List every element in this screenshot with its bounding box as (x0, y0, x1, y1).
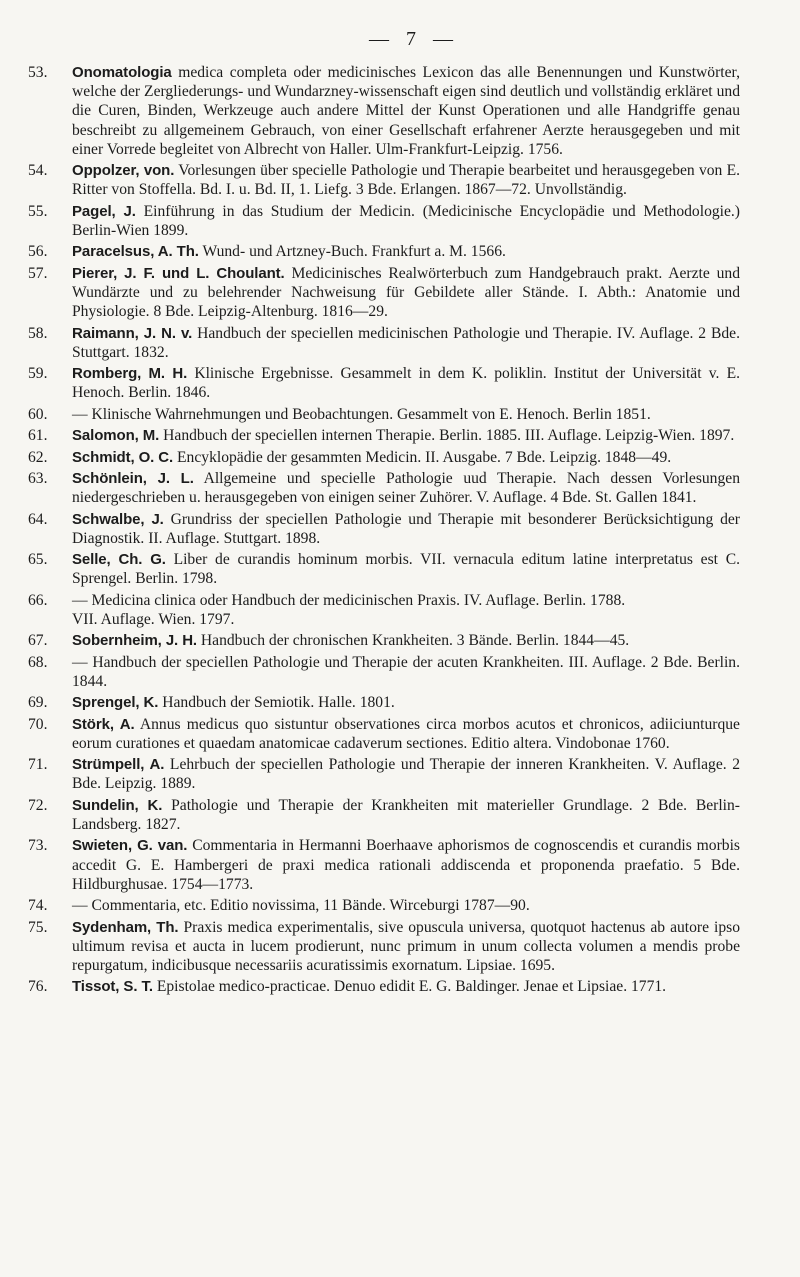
bibliography-entry (28, 977, 740, 996)
page-number: — 7 — (369, 28, 459, 50)
bibliography-entry (28, 510, 740, 548)
entry-number: 69. (28, 694, 48, 712)
entry-author: Schwalbe, J. (72, 510, 164, 528)
entry-number: 55. (28, 202, 48, 220)
entry-extra-edition: VII. Auflage. Wien. 1797. (72, 610, 235, 628)
entry-text: Epistolae medico-practicae. Denuo edidit E. G. Baldinger. Jenae et Lipsiae. 1771. (156, 978, 667, 996)
entry-body (72, 591, 740, 629)
entry-number: 68. (28, 653, 48, 671)
entry-text: medica completa oder medicinisches Lexicon das alle Benennungen und Kunstwörter, welche der Zergliederungs- und Wundarzney-wissenschaft eigen sind deutlich und vollständig erkläret und die Curen, Binden, Werkzeuge auch andere Mittel der Kunst Operationen und alle Handgriffe genau beschreibt zu allgemeinem Gebrauch, von einer Gesellschaft erfahrener Aerzte herausgegeben und mit einer Vorrede begleitet von Albrecht von Haller. Ulm-Frankfurt-Leipzig. 1756. (72, 64, 740, 158)
entry-body (72, 63, 740, 159)
bibliography-entry (28, 550, 740, 588)
entry-body (72, 836, 740, 894)
entry-body (72, 405, 740, 424)
entry-number: 76. (28, 978, 48, 996)
bibliography-entry (28, 242, 740, 261)
entry-number: 65. (28, 551, 48, 569)
entry-number: 70. (28, 715, 48, 733)
entry-text: Einführung in das Studium der Medicin. (Medicinische Encyclopädie und Methodologie.) Berlin-Wien 1899. (72, 202, 741, 239)
entry-number: 62. (28, 448, 48, 466)
entry-text: — Medicina clinica oder Handbuch der medicinischen Praxis. IV. Auflage. Berlin. 1788. (72, 591, 626, 609)
entry-text: — Klinische Wahrnehmungen und Beobachtungen. Gesammelt von E. Henoch. Berlin 1851. (72, 405, 651, 423)
bibliography-entry (28, 161, 740, 199)
entry-text: Handbuch der chronischen Krankheiten. 3 Bände. Berlin. 1844—45. (200, 632, 630, 650)
entry-number: 59. (28, 365, 48, 383)
bibliography-entry (28, 264, 740, 322)
entry-body (72, 715, 740, 753)
entry-body (72, 977, 740, 996)
entry-number: 71. (28, 756, 48, 774)
entry-body (72, 448, 740, 467)
entry-text: Allgemeine und specielle Pathologie uud Therapie. Nach dessen Vorlesungen niedergeschrieben u. herausgegeben von einigen seiner Zuhörer. V. Auflage. 4 Bde. St. Gallen 1841. (72, 469, 740, 507)
entry-author: Salomon, M. (72, 427, 160, 445)
entry-text: — Commentaria, etc. Editio novissima, 11 Bände. Wirceburgi 1787—90. (72, 897, 530, 915)
entry-author: Störk, A. (72, 715, 135, 733)
entry-number: 64. (28, 510, 48, 528)
entry-number: 72. (28, 796, 48, 814)
entry-author: Schönlein, J. L. (72, 469, 194, 487)
entry-author: Schmidt, O. C. (72, 448, 174, 466)
entry-body (72, 550, 740, 588)
entry-author: Swieten, G. van. (72, 837, 188, 855)
entry-number: 58. (28, 324, 48, 342)
entry-text: Handbuch der Semiotik. Halle. 1801. (162, 694, 395, 712)
entry-body (72, 324, 740, 362)
entry-number: 60. (28, 405, 48, 423)
entry-author: Raimann, J. N. v. (72, 324, 193, 342)
entry-author: Strümpell, A. (72, 756, 165, 774)
entry-author: Onomatologia (72, 64, 172, 81)
entry-author: Romberg, M. H. (72, 365, 188, 383)
bibliography-entry (28, 796, 740, 834)
entry-text: Wund- und Artzney-Buch. Frankfurt a. M. 1566. (202, 243, 506, 261)
entry-text: Grundriss der speciellen Pathologie und Therapie mit besonderer Berücksichtigung der Diagnostik. II. Auflage. Stuttgart. 1898. (72, 510, 741, 547)
entry-text: Encyklopädie der gesammten Medicin. II. Ausgabe. 7 Bde. Leipzig. 1848—49. (177, 448, 672, 466)
entry-body (72, 242, 740, 261)
bibliography-entry (28, 448, 740, 467)
entry-author: Tissot, S. T. (72, 978, 153, 996)
entry-author: Paracelsus, A. Th. (72, 243, 199, 261)
entry-body (72, 796, 740, 834)
entry-number: 61. (28, 427, 48, 445)
entry-body (72, 426, 740, 445)
entry-text: Vorlesungen über specielle Pathologie und Therapie bearbeitet und herausgegeben von E. Ritter von Stoffella. Bd. I. u. Bd. II, 1. Liefg. 3 Bde. Erlangen. 1867—72. Unvollständig. (72, 162, 740, 199)
entry-number: 57. (28, 264, 48, 282)
bibliography-entry (28, 755, 740, 793)
entry-number: 73. (28, 837, 48, 855)
entry-author: Pierer, J. F. und L. Choulant. (72, 264, 285, 282)
entry-body (72, 755, 740, 793)
entry-text: Liber de curandis hominum morbis. VII. vernacula editum latine interpretatus est C. Sprengel. Berlin. 1798. (72, 551, 740, 588)
entry-text: Pathologie und Therapie der Krankheiten mit materieller Grundlage. 2 Bde. Berlin-Landsberg. 1827. (72, 796, 740, 834)
bibliography-entry (28, 202, 740, 240)
bibliography-entry (28, 693, 740, 712)
entry-text: Commentaria in Hermanni Boerhaave aphorismos de cognoscendis et curandis morbis accedit G. E. Hambergeri de praxi medica rationali addiscenda et proponenda praefatio. 5 Bde. Hildburghusae. 1754—1773. (72, 837, 740, 893)
entry-author: Sydenham, Th. (72, 918, 179, 936)
entry-author: Sobernheim, J. H. (72, 632, 197, 650)
entry-text: Medicinisches Realwörterbuch zum Handgebrauch prakt. Aerzte und Wundärzte und zu belehrender Nachweisung für Gebildete aller Stände. I. Abth.: Anatomie und Physiologie. 8 Bde. Leipzig-Altenburg. 1816—29. (72, 264, 740, 321)
bibliography-entry (28, 426, 740, 445)
entry-body (72, 693, 740, 712)
entry-number: 75. (28, 918, 48, 936)
entry-author: Sprengel, K. (72, 694, 159, 712)
entry-number: 74. (28, 897, 48, 915)
entry-number: 54. (28, 162, 48, 180)
bibliography-entry (28, 918, 740, 976)
entry-body (72, 469, 740, 507)
entry-body (72, 631, 740, 650)
entry-text: Handbuch der speciellen internen Therapie. Berlin. 1885. III. Auflage. Leipzig-Wien. 1897. (163, 427, 735, 445)
entry-author: Selle, Ch. G. (72, 551, 166, 569)
bibliography-entry (28, 653, 740, 691)
bibliography-entry (28, 591, 740, 629)
entry-body (72, 510, 740, 548)
entry-number: 67. (28, 632, 48, 650)
bibliography-entry (28, 715, 740, 753)
bibliography-entry (28, 469, 740, 507)
bibliography-entry (28, 631, 740, 650)
bibliography-entry (28, 63, 740, 159)
entry-text: Handbuch der speciellen medicinischen Pathologie und Therapie. IV. Auflage. 2 Bde. Stuttgart. 1832. (72, 324, 740, 361)
bibliography-entry (28, 896, 740, 915)
entry-author: Sundelin, K. (72, 796, 163, 814)
entry-text: Lehrbuch der speciellen Pathologie und Therapie der inneren Krankheiten. V. Auflage. 2 Bde. Leipzig. 1889. (72, 756, 741, 793)
bibliography-entry (28, 836, 740, 894)
entry-text: — Handbuch der speciellen Pathologie und Therapie der acuten Krankheiten. III. Auflage. 2 Bde. Berlin. 1844. (72, 653, 740, 690)
entry-body (72, 364, 740, 402)
entry-author: Pagel, J. (72, 202, 136, 220)
entry-number: 56. (28, 243, 48, 261)
entry-body (72, 202, 740, 240)
entry-number: 66. (28, 591, 48, 609)
entry-text: Klinische Ergebnisse. Gesammelt in dem K. poliklin. Institut der Universität v. E. Henoch. Berlin. 1846. (72, 365, 740, 402)
bibliography-entry (28, 364, 740, 402)
entry-body (72, 896, 740, 915)
entry-body (72, 161, 740, 199)
entry-body (72, 264, 740, 322)
entry-text: Praxis medica experimentalis, sive opuscula universa, quotquot hactenus ab autore ipso ultimum revisa et aucta in lucem prodierunt, nunc primum in unum collecta volumen a mendis probe repurgatum, indicibusque necessariis acuratissimis exornatum. Lipsiae. 1695. (72, 918, 741, 975)
entry-number: 53. (28, 64, 48, 81)
bibliography-entry (28, 324, 740, 362)
bibliography-entry (28, 405, 740, 424)
entry-text: Annus medicus quo sistuntur observationes circa morbos acutos et chronicos, adiiciunturque eorum curationes et quaedam anatomicae cadaverum sectiones. Editio altera. Vindobonae 1760. (72, 715, 740, 752)
entry-author: Oppolzer, von. (72, 162, 175, 180)
entry-body (72, 918, 740, 976)
entry-body (72, 653, 740, 691)
bibliography-list (28, 63, 740, 997)
entry-number: 63. (28, 469, 48, 487)
